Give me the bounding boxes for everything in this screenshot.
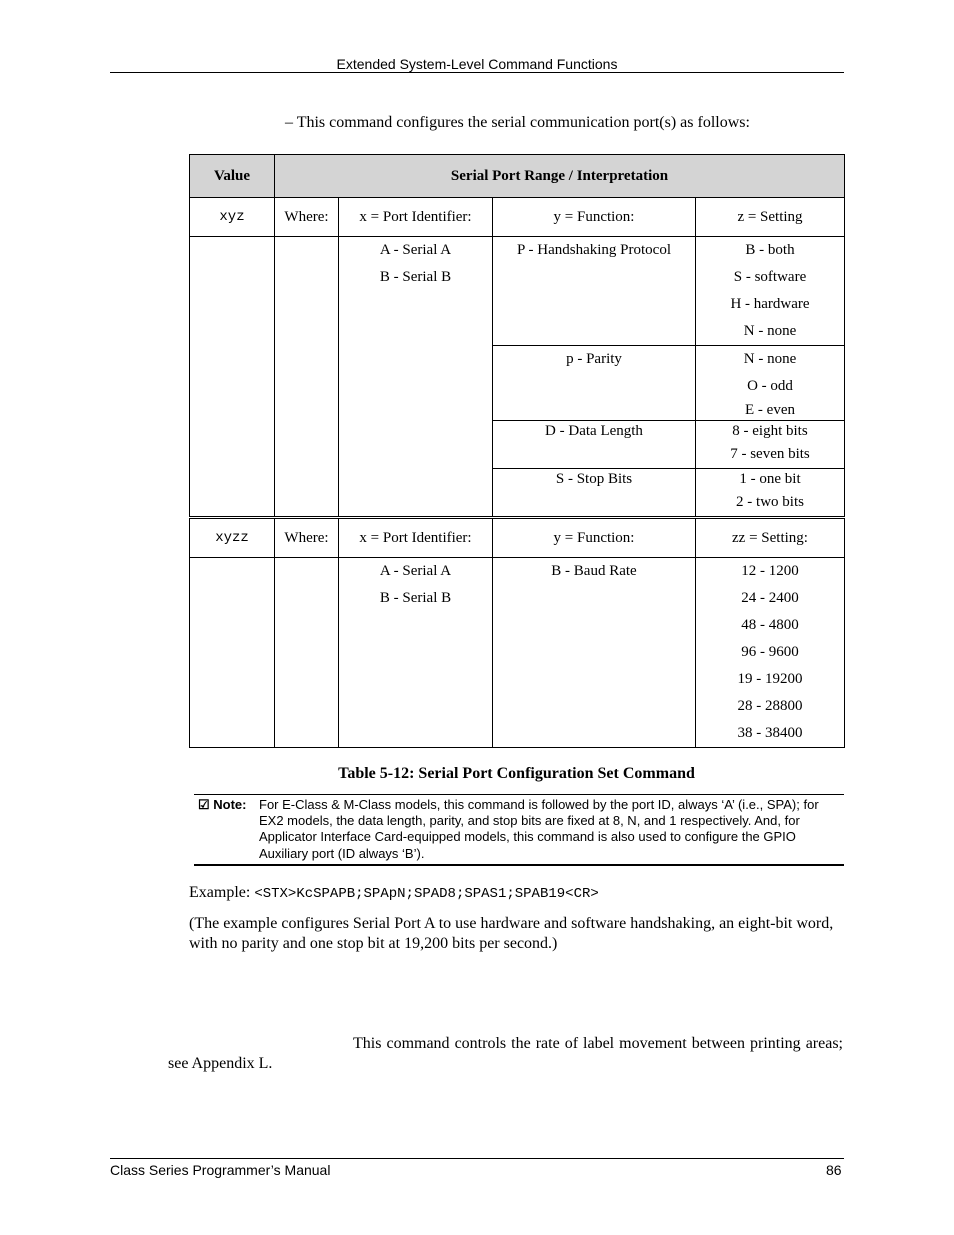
setting-item: 12 - 1200 bbox=[741, 563, 799, 579]
function-name: p - Parity bbox=[566, 351, 622, 367]
function-cell bbox=[493, 558, 696, 748]
function-name: D - Data Length bbox=[545, 423, 643, 439]
function-cell bbox=[493, 346, 696, 421]
function-cell bbox=[493, 421, 696, 469]
function-cell bbox=[493, 237, 696, 346]
setting-item: E - even bbox=[745, 402, 795, 418]
baud-settings-cell bbox=[696, 558, 845, 748]
settings-cell bbox=[696, 421, 845, 469]
setting-item: H - hardware bbox=[730, 296, 810, 312]
function-name: B - Baud Rate bbox=[551, 563, 637, 579]
zz-label: zz = Setting: bbox=[696, 518, 845, 558]
intro-text: – This command configures the serial communication port(s) as follows: bbox=[285, 114, 750, 131]
empty-cell bbox=[275, 237, 339, 518]
setting-item: 28 - 28800 bbox=[737, 698, 803, 714]
x-label: x = Port Identifier: bbox=[339, 518, 493, 558]
x-label: x = Port Identifier: bbox=[339, 198, 493, 237]
setting-item: N - none bbox=[743, 351, 797, 367]
setting-item: 7 - seven bits bbox=[730, 446, 810, 462]
example-description: (The example configures Serial Port A to use hardware and software handshaking, an eight-bit word, with no parity and one stop bit at 19,200 bits per second.) bbox=[189, 915, 834, 952]
footer-title: Class Series Programmer’s Manual bbox=[110, 1162, 331, 1178]
setting-item: 96 - 9600 bbox=[741, 644, 799, 660]
value-xyzz: xyzz bbox=[190, 518, 275, 558]
movement-text: This command controls the rate of label movement between printing areas; see Appendix L. bbox=[168, 1035, 843, 1072]
value-xyz: xyz bbox=[190, 198, 275, 237]
example-line bbox=[189, 884, 599, 902]
port-item: A - Serial A bbox=[379, 563, 452, 579]
port-item: B - Serial B bbox=[379, 590, 452, 606]
example-code: <STX>KcSPAPB;SPApN;SPAD8;SPAS1;SPAB19<CR> bbox=[254, 886, 599, 902]
where-label: Where: bbox=[275, 518, 339, 558]
note-text: For E-Class & M-Class models, this command is followed by the port ID, always ‘A’ (i.e., SPA); for EX2 models, the data length, parity, and stop bits are fixed at 8, N, and 1 respectively. And, for Applicator Interface Card-equipped models, this command is also used to configure the GPIO Auxiliary port (ID always ‘B’). bbox=[259, 797, 819, 861]
setting-item: 48 - 4800 bbox=[741, 617, 799, 633]
port-item: B - Serial B bbox=[379, 269, 452, 285]
setting-item: S - software bbox=[733, 269, 807, 285]
empty-cell bbox=[275, 558, 339, 748]
movement-paragraph bbox=[168, 1034, 843, 1074]
port-list bbox=[339, 237, 493, 518]
settings-cell bbox=[696, 237, 845, 346]
setting-item: 8 - eight bits bbox=[732, 423, 808, 439]
z-label: z = Setting bbox=[696, 198, 845, 237]
example-label: Example: bbox=[189, 884, 255, 901]
port-list bbox=[339, 558, 493, 748]
note-box bbox=[194, 794, 844, 866]
table-header-row bbox=[190, 155, 845, 198]
settings-cell bbox=[696, 469, 845, 518]
setting-item: 1 - one bit bbox=[739, 471, 801, 487]
setting-item: N - none bbox=[743, 323, 797, 339]
xyz-header-row bbox=[190, 198, 845, 237]
empty-cell bbox=[190, 558, 275, 748]
setting-item: 38 - 38400 bbox=[737, 725, 803, 741]
serial-port-table bbox=[189, 154, 845, 748]
setting-item: 24 - 2400 bbox=[741, 590, 799, 606]
table-caption: Table 5-12: Serial Port Configuration Set Command bbox=[338, 765, 695, 782]
function-cell bbox=[493, 469, 696, 518]
xyzz-header-row bbox=[190, 518, 845, 558]
setting-item: 2 - two bits bbox=[736, 494, 804, 510]
note-label: ☑ Note: bbox=[198, 797, 247, 812]
table-row bbox=[190, 237, 845, 346]
page-header: Extended System-Level Command Functions bbox=[336, 56, 618, 72]
value-header: Value bbox=[190, 155, 275, 198]
setting-item: B - both bbox=[745, 242, 795, 258]
header-rule bbox=[110, 72, 844, 73]
y-label: y = Function: bbox=[493, 198, 696, 237]
setting-item: O - odd bbox=[747, 378, 793, 394]
where-label: Where: bbox=[275, 198, 339, 237]
function-name: S - Stop Bits bbox=[555, 471, 633, 487]
range-header: Serial Port Range / Interpretation bbox=[275, 155, 845, 198]
settings-cell bbox=[696, 346, 845, 421]
setting-item: 19 - 19200 bbox=[737, 671, 803, 687]
footer-rule bbox=[110, 1158, 844, 1159]
function-name: P - Handshaking Protocol bbox=[516, 242, 671, 258]
empty-cell bbox=[190, 237, 275, 518]
port-item: A - Serial A bbox=[379, 242, 452, 258]
table-row bbox=[190, 558, 845, 748]
y-label: y = Function: bbox=[493, 518, 696, 558]
page-number: 86 bbox=[826, 1162, 842, 1178]
